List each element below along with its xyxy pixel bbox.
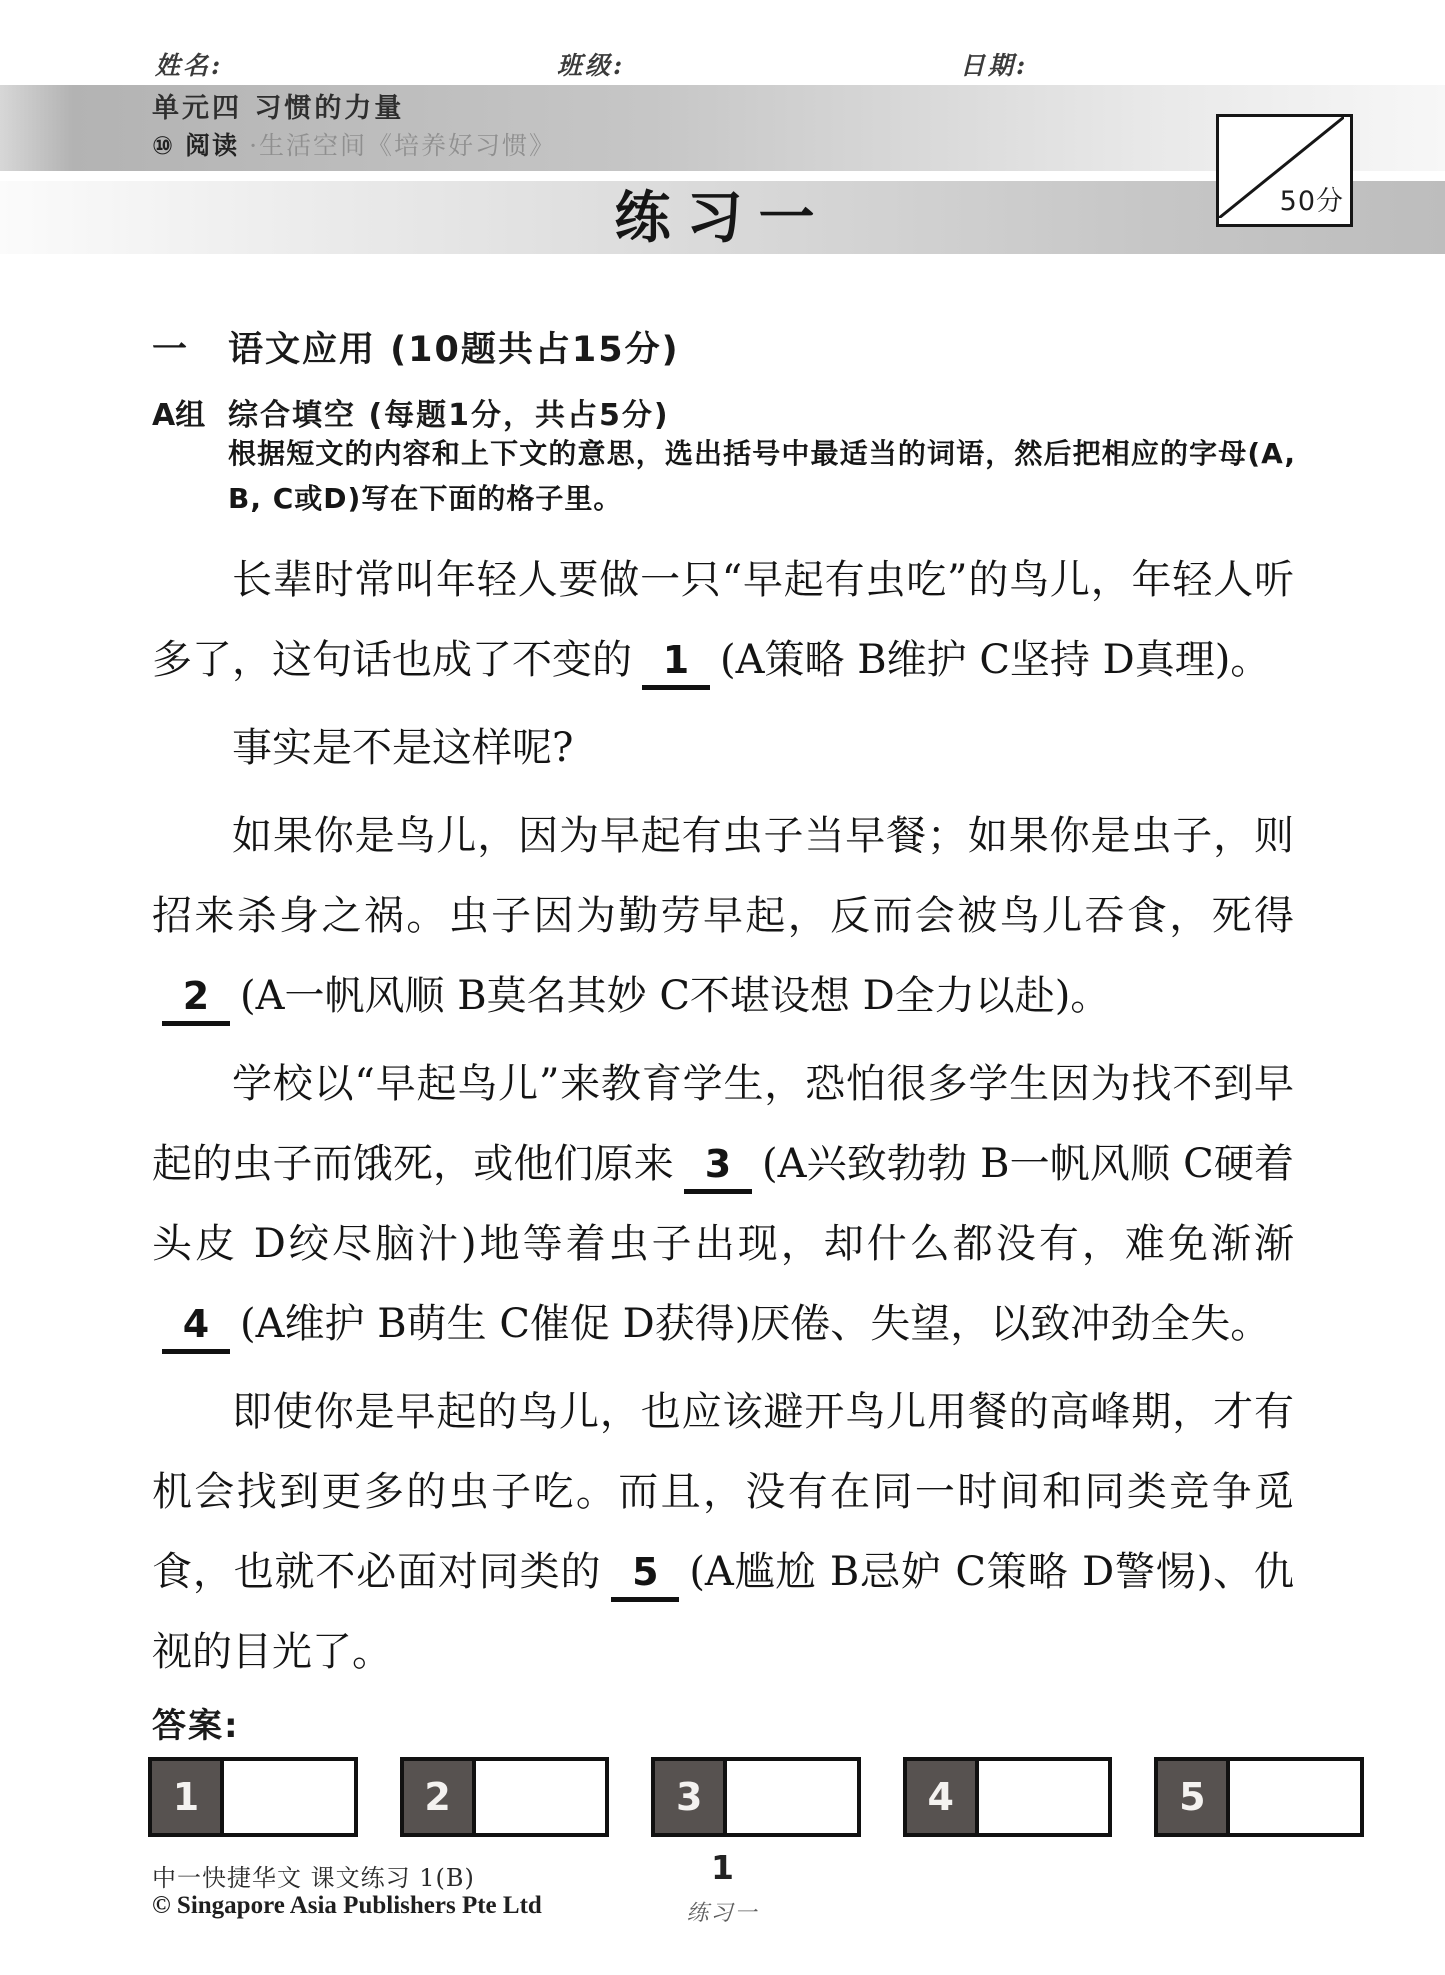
answer-box-1	[148, 1757, 358, 1837]
lesson-type-label: 阅读	[185, 131, 240, 160]
lesson-number: ⑩	[152, 131, 176, 160]
group-label: A组	[152, 398, 206, 433]
passage-paragraph: 长辈时常叫年轻人要做一只“早起有虫吃”的鸟儿，年轻人听多了，这句话也成了不变的 1 (A策略 B维护 C坚持 D真理)。	[152, 540, 1294, 700]
footer-copyright: © Singapore Asia Publishers Pte Ltd	[152, 1892, 542, 1919]
instructions-text: 根据短文的内容和上下文的意思，选出括号中最适当的词语，然后把相应的字母(A, B, C或D)写在下面的格子里。	[228, 437, 1296, 515]
blank-4[interactable]: 4	[162, 1303, 230, 1354]
answer-number: 5	[1158, 1761, 1230, 1833]
blank-5[interactable]: 5	[611, 1551, 679, 1602]
answer-input-cell-3[interactable]	[727, 1761, 857, 1833]
name-label: 姓名:	[155, 51, 224, 80]
group-heading	[152, 390, 1294, 434]
passage-paragraph: 学校以“早起鸟儿”来教育学生，恐怕很多学生因为找不到早起的虫子而饿死，或他们原来 3 (A兴致勃勃 B一帆风顺 C硬着头皮 D绞尽脑汁)地等着虫子出现，却什么都没有，难免渐渐4 (A维护 B萌生 C催促 D获得)厌倦、失望，以致冲劲全失。	[152, 1044, 1294, 1364]
blank-1[interactable]: 1	[642, 639, 710, 690]
answers-label: 答案:	[152, 1706, 240, 1746]
answer-number: 4	[907, 1761, 979, 1833]
footer-page-number: 1	[711, 1848, 734, 1887]
student-fields-row	[0, 46, 1445, 80]
class-label: 班级:	[557, 51, 626, 80]
blank-2[interactable]: 2	[162, 975, 230, 1026]
footer-book-title: 中一快捷华文 课文练习 1(B)	[152, 1864, 475, 1892]
answer-number: 3	[655, 1761, 727, 1833]
blank-3[interactable]: 3	[684, 1143, 752, 1194]
answer-input-cell-4[interactable]	[979, 1761, 1109, 1833]
lesson-source-title: ·生活空间《培养好习惯》	[249, 131, 557, 160]
date-label: 日期:	[960, 51, 1029, 80]
answer-input-cell-5[interactable]	[1230, 1761, 1360, 1833]
answer-box-5	[1154, 1757, 1364, 1837]
answer-number: 2	[404, 1761, 476, 1833]
score-box	[1216, 114, 1353, 227]
section-title: 语文应用 (10题共占15分)	[228, 330, 680, 370]
answer-input-cell-2[interactable]	[476, 1761, 606, 1833]
answer-number: 1	[152, 1761, 224, 1833]
group-title: 综合填空 (每题1分，共占5分)	[228, 398, 670, 433]
passage-paragraph: 即使你是早起的鸟儿，也应该避开鸟儿用餐的高峰期，才有机会找到更多的虫子吃。而且，没有在同一时间和同类竞争觅食，也就不必面对同类的 5 (A尴尬 B忌妒 C策略 D警惕)、仇视的目光了。	[152, 1389, 1295, 1675]
answer-input-cell-1[interactable]	[224, 1761, 354, 1833]
footer-page-caption: 练习一	[686, 1901, 759, 1926]
answer-box-3	[651, 1757, 861, 1837]
section-heading	[152, 322, 1294, 372]
passage-paragraph: 事实是不是这样呢?	[232, 725, 574, 771]
section-number: 一	[152, 330, 188, 370]
score-total-label: 50分	[1279, 186, 1344, 217]
passage	[152, 540, 1294, 1700]
answer-box-2	[400, 1757, 610, 1837]
exercise-title: 练习一	[614, 186, 831, 251]
passage-paragraph: 如果你是鸟儿，因为早起有虫子当早餐；如果你是虫子，则招来杀身之祸。虫子因为勤劳早起，反而会被鸟儿吞食，死得2 (A一帆风顺 B莫名其妙 C不堪设想 D全力以赴)。	[152, 796, 1294, 1036]
answer-box-4	[903, 1757, 1113, 1837]
answer-row	[148, 1757, 1364, 1837]
unit-title: 单元四 习惯的力量	[152, 93, 405, 124]
